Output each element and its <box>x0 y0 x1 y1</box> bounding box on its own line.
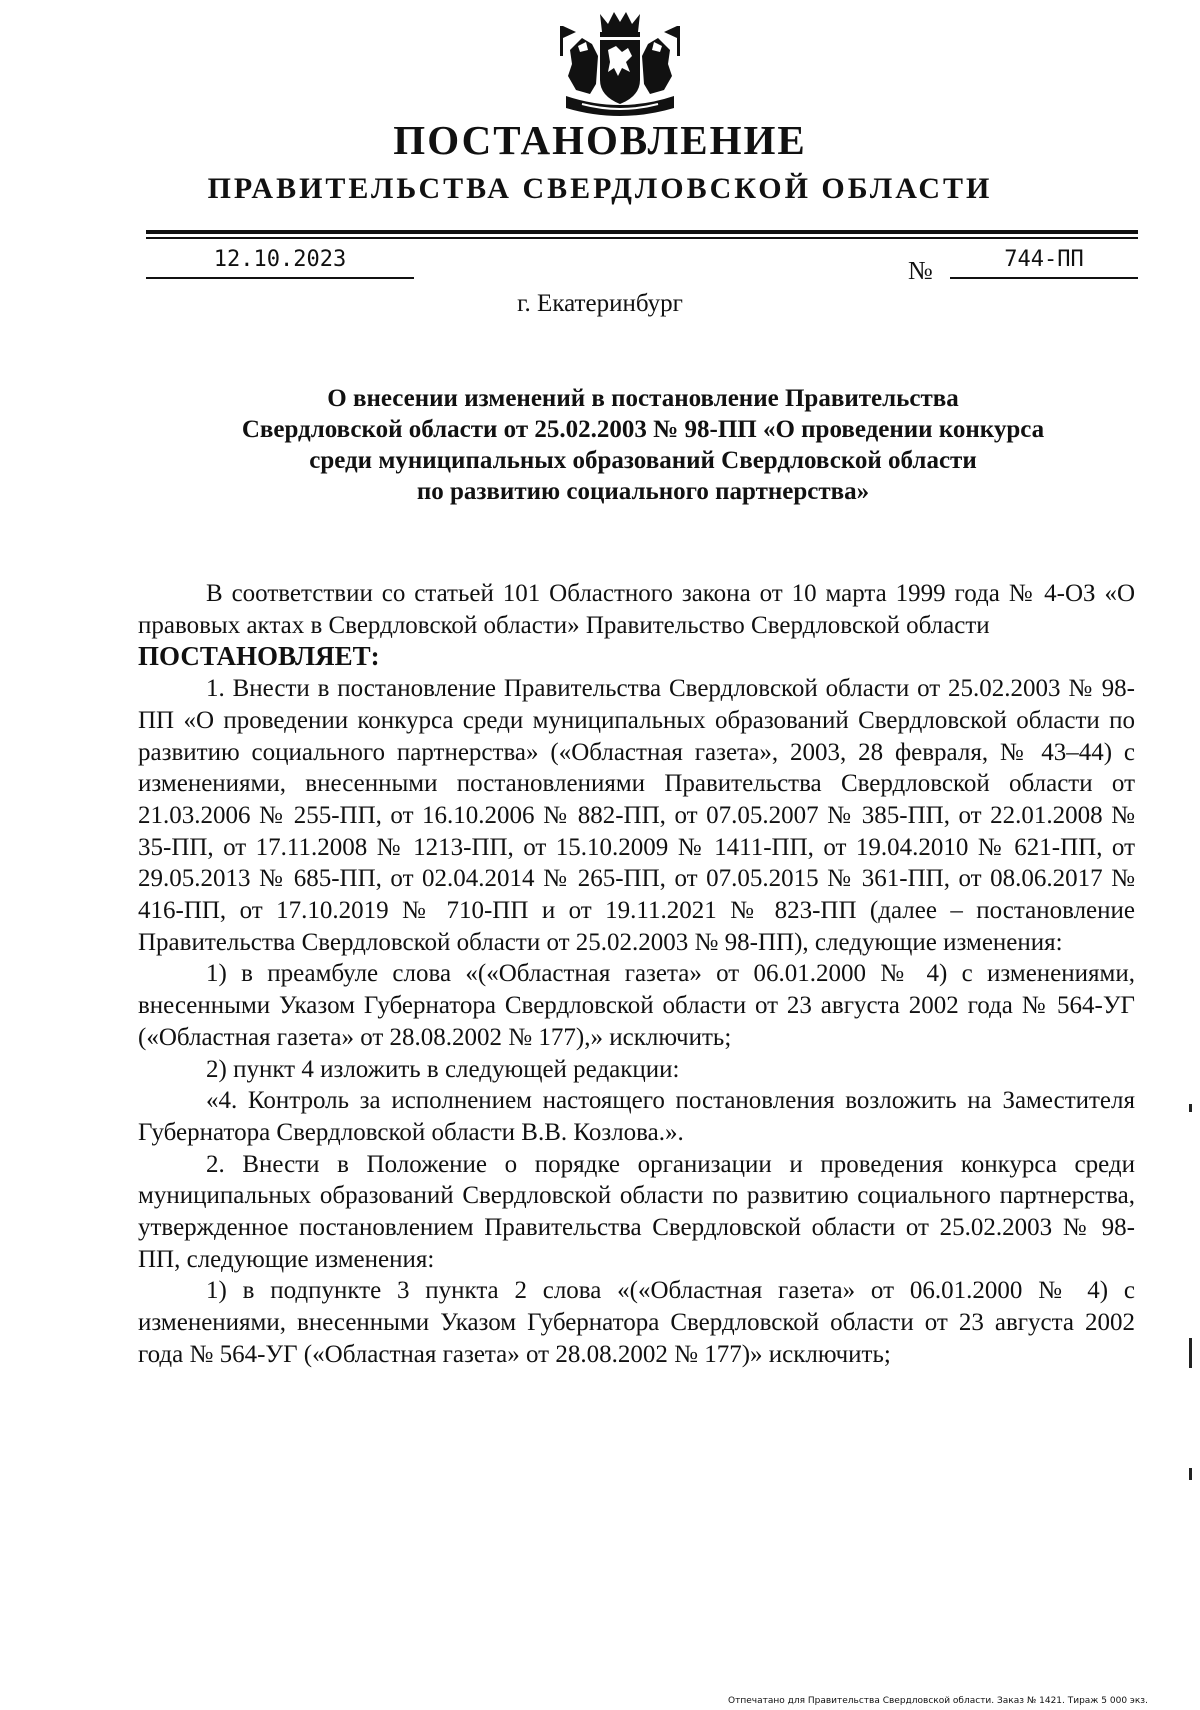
sverdlovsk-coat-of-arms-icon <box>552 10 688 122</box>
subparagraph-2-1: 1) в подпункте 3 пункта 2 слова «(«Областная газета» от 06.01.2000 № 4) с изменениями, внесенными Указом Губернатора Свердловской области от 23 августа 2002 года № 564-УГ («Областная газета» от 28.08.2002 № 177)» исключить; <box>138 1277 1135 1368</box>
scan-margin-mark <box>1189 1104 1192 1112</box>
header-rule-thin <box>146 237 1138 239</box>
heading-line: Свердловской области от 25.02.2003 № 98-ПП «О проведении конкурса <box>241 416 1045 443</box>
subparagraph-1-1: 1) в преамбуле слова «(«Областная газета» от 06.01.2000 № 4) с изменениями, внесенными Указом Губернатора Свердловской области от 23 августа 2002 года № 564-УГ («Областная газета» от 28.08.2002 № 177),» исключить; <box>138 960 1135 1051</box>
heading-line: среди муниципальных образований Свердловской области <box>309 447 977 474</box>
paragraph-2: 2. Внести в Положение о порядке организации и проведения конкурса среди муниципальных образований Свердловской области по развитию социального партнерства, утвержденное постановлением Правительства Свердловской области от 25.02.2003 № 98-ПП, следующие изменения: <box>138 1150 1135 1273</box>
number-sign: № <box>908 256 933 285</box>
heading-line: по развитию социального партнерства» <box>416 478 870 505</box>
document-subtitle: ПРАВИТЕЛЬСТВА СВЕРДЛОВСКОЙ ОБЛАСТИ <box>207 172 993 205</box>
subparagraph-1-2: 2) пункт 4 изложить в следующей редакции: <box>206 1055 680 1083</box>
resolves-heading: ПОСТАНОВЛЯЕТ: <box>138 641 380 672</box>
document-body <box>138 578 1135 1371</box>
document-date: 12.10.2023 <box>146 247 414 279</box>
header-rule-thick <box>146 230 1138 234</box>
city: г. Екатеринбург <box>517 290 683 317</box>
subparagraph-1-2-text: «4. Контроль за исполнением настоящего постановления возложить на Заместителя Губернатора Свердловской области В.В. Козлова.». <box>138 1087 1135 1146</box>
document-title: ПОСТАНОВЛЕНИЕ <box>393 117 807 163</box>
heading-line: О внесении изменений в постановление Правительства <box>327 385 959 412</box>
print-imprint: Отпечатано для Правительства Свердловской области. Заказ № 1421. Тираж 5 000 экз. <box>728 1696 1148 1706</box>
paragraph-1: 1. Внести в постановление Правительства Свердловской области от 25.02.2003 № 98-ПП «О проведении конкурса среди муниципальных образований Свердловской области по развитию социального партнерства» («Областная газета», 2003, 28 февраля, № 43–44) с изменениями, внесенными постановлениями Правительства Свердловской области от 21.03.2006 № 255-ПП, от 16.10.2006 № 882-ПП, от 07.05.2007 № 385-ПП, от 22.01.2008 № 35-ПП, от 17.11.2008 № 1213-ПП, от 15.10.2009 № 1411-ПП, от 19.04.2010 № 621-ПП, от 29.05.2013 № 685-ПП, от 02.04.2014 № 265-ПП, от 07.05.2015 № 361-ПП, от 08.06.2017 № 416-ПП, от 17.10.2019 № 710-ПП и от 19.11.2021 № 823-ПП (далее – постановление Правительства Свердловской области от 25.02.2003 № 98-ПП), следующие изменения: <box>138 675 1135 956</box>
document-number: 744-ПП <box>950 247 1138 279</box>
preamble-paragraph: В соответствии со статьей 101 Областного закона от 10 марта 1999 года № 4-ОЗ «О правовых актах в Свердловской области» Правительство Свердловской области <box>138 580 1135 639</box>
document-heading <box>150 383 1136 507</box>
scan-margin-mark <box>1189 1468 1192 1480</box>
scan-margin-mark <box>1189 1338 1192 1368</box>
